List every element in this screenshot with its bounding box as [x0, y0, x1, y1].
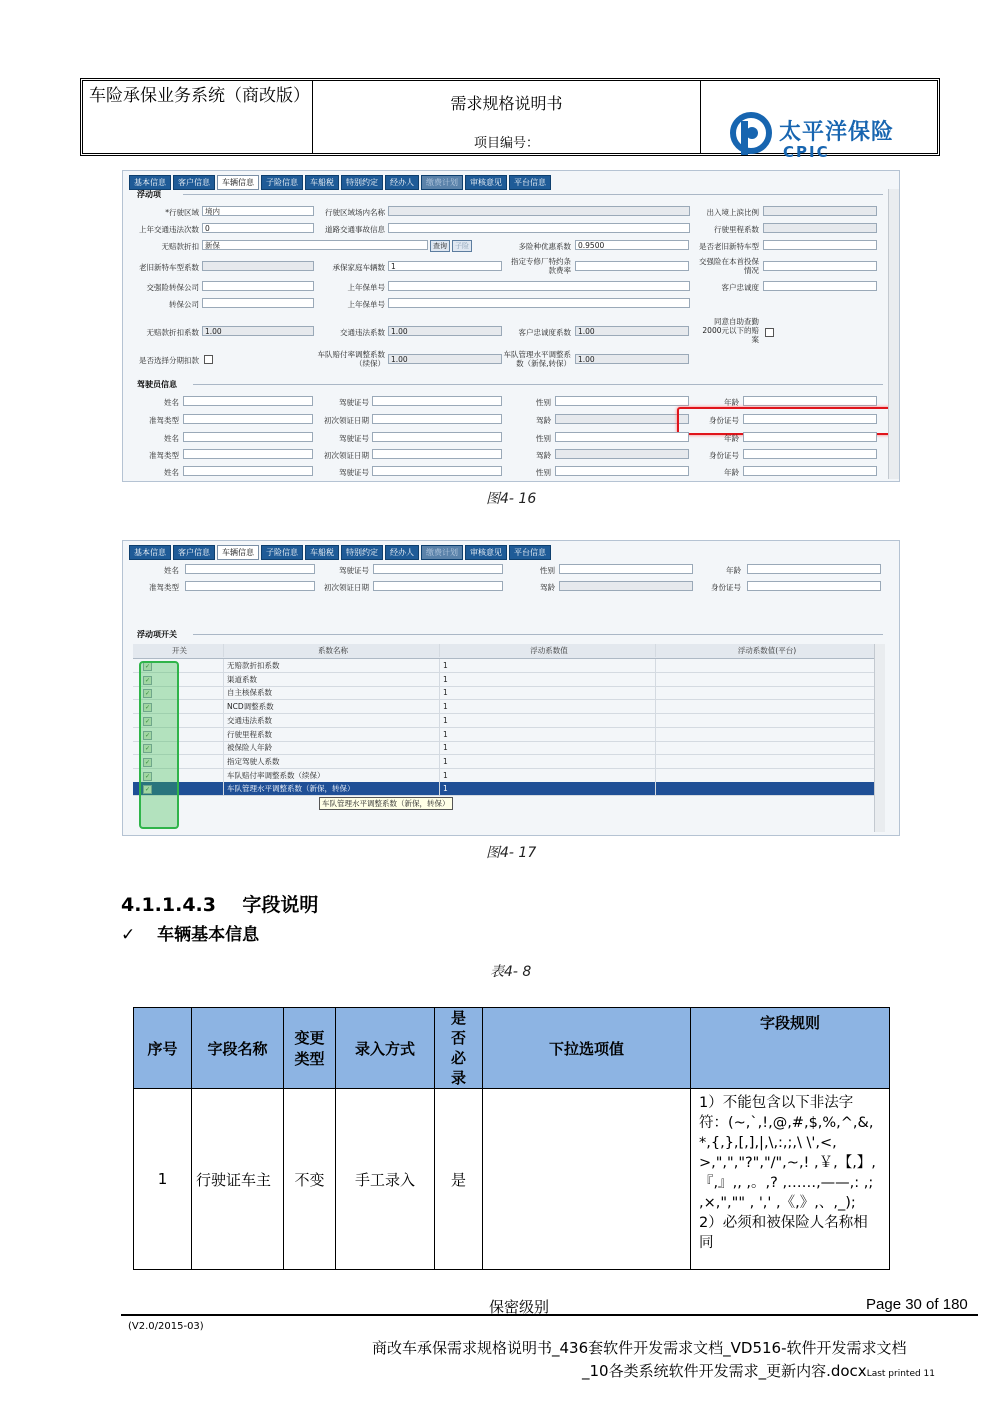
label-traffic-ins-company: 交强险转保公司 — [146, 283, 199, 292]
label-fleet-pay: 车队赔付率调整系数（续保） — [317, 350, 385, 368]
cell-required: 是 — [435, 1089, 483, 1270]
input-road-accident[interactable] — [388, 223, 690, 233]
grid-header — [133, 644, 885, 659]
group-floating-items: 浮动项 — [137, 190, 161, 199]
label-cross-strait: 出入境上滨比例 — [706, 208, 759, 217]
label-gender-2: 性别 — [536, 434, 551, 443]
checkbox-installment[interactable] — [204, 355, 213, 364]
label-first-date-2: 初次领证日期 — [324, 451, 369, 460]
input-old-car[interactable] — [763, 240, 877, 250]
caption-fig17: 图4- 17 — [486, 845, 537, 861]
subheading: 车辆基本信息 — [157, 925, 260, 945]
tab-review-opinion[interactable]: 审核意见 — [465, 175, 507, 190]
divider — [183, 194, 883, 195]
input-driver-name[interactable] — [185, 564, 315, 574]
switch-checkbox[interactable]: ✓ — [144, 704, 151, 712]
label-family-cars: 承保家庭车辆数 — [332, 263, 385, 272]
scrollbar[interactable] — [874, 644, 885, 832]
tab-special-terms[interactable]: 特别约定 — [341, 545, 383, 560]
label-license-no-2: 驾驶证号 — [339, 434, 369, 443]
tab-review-opinion[interactable]: 审核意见 — [465, 545, 507, 560]
col-coef-value: 浮动系数值 — [439, 644, 655, 657]
cell-input-method: 手工录入 — [336, 1089, 435, 1270]
input-region-name[interactable] — [388, 206, 690, 216]
input-last-policy-2[interactable] — [388, 298, 690, 308]
label-auto-adjust: 同意自助查勤2000元以下的赔案 — [702, 317, 759, 344]
label-traffic-accident: 交强险在本首投保情况 — [699, 257, 759, 275]
system-name: 车险承保业务系统（商改版） — [83, 81, 313, 153]
label-driver-name-3: 姓名 — [164, 468, 179, 477]
cell-coef-name: 无赔款折扣系数 — [223, 659, 439, 672]
tab-payment-plan[interactable]: 缴费计划 — [421, 175, 463, 190]
label-driver-name-2: 姓名 — [164, 434, 179, 443]
footer-filename-2-text: _10各类系统软件开发需求_更新内容.docx — [582, 1362, 867, 1380]
cell-coef-value[interactable]: 1 — [439, 673, 655, 686]
cell-coef-name: 渠道系数 — [223, 673, 439, 686]
footer-divider — [121, 1314, 978, 1316]
label-age-2: 年龄 — [724, 434, 739, 443]
input-id-no[interactable] — [747, 581, 881, 591]
label-license-no: 驾驶证号 — [339, 566, 369, 575]
input-gender[interactable] — [555, 396, 689, 406]
input-driving-years[interactable] — [559, 581, 693, 591]
cell-coef-platform — [655, 659, 875, 672]
cell-field-rules — [691, 1089, 890, 1270]
table-row[interactable] — [133, 700, 885, 714]
label-driving-years: 驾龄 — [536, 416, 551, 425]
th-dropdown-options: 下拉选项值 — [483, 1008, 691, 1089]
tooltip: 车队管理水平调整系数（新保，转保） — [319, 797, 453, 810]
switch-checkbox[interactable]: ✓ — [144, 772, 151, 780]
switch-checkbox[interactable]: ✓ — [144, 745, 151, 753]
input-first-date[interactable] — [372, 414, 502, 424]
input-last-policy[interactable] — [388, 281, 690, 291]
highlight-switch-column — [139, 661, 179, 829]
label-id-no-2: 身份证号 — [709, 451, 739, 460]
input-old-car-coef[interactable] — [202, 261, 314, 271]
cell-coef-name: 被保险人年龄 — [223, 741, 439, 754]
label-road-accident: 道路交通事故信息 — [325, 225, 385, 234]
cell-coef-value[interactable]: 1 — [439, 769, 655, 782]
rule-2: 2）必须和被保险人名称相同 — [699, 1215, 868, 1251]
input-region[interactable]: 境内 — [202, 206, 314, 216]
table-row[interactable] — [133, 659, 885, 673]
input-driver-name-2[interactable] — [183, 432, 313, 442]
label-ncd-coef: 无赔款折扣系数 — [146, 328, 199, 337]
input-age-2[interactable] — [743, 432, 877, 442]
table-header-row — [134, 1008, 890, 1089]
cell-coef-platform — [655, 782, 875, 795]
cell-coef-value[interactable]: 1 — [439, 741, 655, 754]
label-installment: 是否选择分期扣款 — [139, 356, 199, 365]
input-license-no[interactable] — [372, 396, 502, 406]
label-violation-count: 上年交通违法次数 — [139, 225, 199, 234]
col-coef-name: 系数名称 — [223, 644, 439, 657]
input-id-no-2[interactable] — [743, 449, 877, 459]
cell-change-type: 不变 — [284, 1089, 336, 1270]
input-dealer[interactable] — [575, 261, 689, 271]
logo-text-cn: 太平洋保险 — [779, 120, 895, 145]
input-traffic-violation-coef[interactable]: 1.00 — [388, 326, 502, 336]
query-button[interactable]: 查询 — [430, 240, 450, 252]
input-license-type-2[interactable] — [183, 449, 313, 459]
tab-platform-info[interactable]: 平台信息 — [509, 545, 551, 560]
label-region-name: 行驶区域场内名称 — [325, 208, 385, 217]
tab-special-terms[interactable]: 特别约定 — [341, 175, 383, 190]
cell-coef-value[interactable]: 1 — [439, 686, 655, 699]
label-dealer: 指定专修厂特约条款费率 — [511, 257, 571, 275]
input-family-cars[interactable]: 1 — [388, 261, 502, 271]
label-license-no-3: 驾驶证号 — [339, 468, 369, 477]
switch-checkbox[interactable]: ✓ — [144, 690, 151, 698]
col-switch: 开关 — [172, 646, 187, 655]
input-driving-years[interactable] — [555, 414, 689, 424]
label-customer-loyalty: 客户忠诚度 — [721, 283, 759, 292]
subheading-row — [121, 920, 259, 945]
cell-coef-value[interactable]: 1 — [439, 700, 655, 713]
cell-coef-name: 车队赔付率调整系数（续保） — [223, 769, 439, 782]
cell-coef-name: 指定驾驶人系数 — [223, 755, 439, 768]
divider — [193, 634, 883, 635]
tab-vehicle-info[interactable]: 车辆信息 — [217, 175, 259, 190]
cell-coef-platform — [655, 700, 875, 713]
screenshot-fig16 — [122, 170, 900, 482]
input-customer-loyalty-coef[interactable]: 1.00 — [575, 326, 689, 336]
group-floating-switch: 浮动项开关 — [137, 630, 177, 639]
cell-coef-value[interactable]: 1 — [439, 782, 655, 795]
footer-filename-2 — [582, 1360, 935, 1381]
label-driving-years-2: 驾龄 — [536, 451, 551, 460]
switch-checkbox[interactable]: ✓ — [144, 786, 151, 794]
screenshot-fig17 — [122, 540, 900, 836]
label-first-date: 初次领证日期 — [324, 583, 369, 592]
logo-text-en: CPIC — [783, 143, 830, 161]
rule-1: 1）不能包含以下非法字符：(~,`,!,@,#,$,%,^,&,*,{,},[,],|,\,:,;,\ \',<,>,",","?","/",~,! ,￥,【,】,『,』,, ,。,? ,……,——,: ,; ,×,","" , ',' ,《,》,、,_); — [699, 1095, 876, 1211]
doc-title: 需求规格说明书 — [450, 94, 563, 113]
cell-coef-platform — [655, 714, 875, 727]
table-row[interactable] — [133, 741, 885, 755]
label-driver-name: 姓名 — [164, 566, 179, 575]
label-old-car: 是否老旧新特车型 — [699, 242, 759, 251]
tab-sub-insurance[interactable]: 子险信息 — [261, 175, 303, 190]
cell-coef-platform — [655, 755, 875, 768]
check-icon: ✓ — [121, 925, 136, 945]
label-gender: 性别 — [536, 398, 551, 407]
cell-coef-value[interactable]: 1 — [439, 755, 655, 768]
input-first-date-2[interactable] — [372, 449, 502, 459]
table-row[interactable] — [133, 769, 885, 783]
tab-handler[interactable]: 经办人 — [385, 545, 419, 560]
input-transfer-company[interactable] — [202, 298, 314, 308]
input-license-no[interactable] — [373, 564, 503, 574]
doc-title-cell — [313, 81, 701, 153]
cell-coef-platform — [655, 686, 875, 699]
field-table — [133, 1007, 890, 1270]
project-no-label: 项目编号： — [473, 136, 539, 151]
input-license-type[interactable] — [185, 581, 315, 591]
page-header — [80, 78, 940, 161]
footer-filename-1: 商改车承保需求规格说明书_436套软件开发需求文档_VD516-软件开发需求文档 — [372, 1339, 907, 1357]
input-traffic-ins-company[interactable] — [202, 281, 314, 291]
input-license-no-3[interactable] — [372, 466, 502, 476]
switch-checkbox[interactable]: ✓ — [144, 676, 151, 684]
tab-customer-info[interactable]: 客户信息 — [173, 175, 215, 190]
table-row[interactable] — [133, 728, 885, 742]
tab-basic-info[interactable]: 基本信息 — [129, 175, 171, 190]
input-fleet-mgmt[interactable]: 1.00 — [575, 354, 689, 364]
label-age-3: 年龄 — [724, 468, 739, 477]
input-violation-count[interactable]: 0 — [202, 223, 314, 233]
cpic-logo-icon — [727, 111, 775, 159]
switch-checkbox[interactable]: ✓ — [144, 717, 151, 725]
input-driver-name-3[interactable] — [183, 466, 313, 476]
cell-coef-name: 交通违法系数 — [223, 714, 439, 727]
label-gender-3: 性别 — [536, 468, 551, 477]
checkbox-auto-adjust[interactable] — [765, 328, 774, 337]
input-age[interactable] — [747, 564, 881, 574]
tab-basic-info[interactable]: 基本信息 — [129, 545, 171, 560]
th-required: 是否必录 — [435, 1008, 483, 1089]
cell-no: 1 — [134, 1089, 192, 1270]
table-caption: 表4- 8 — [490, 964, 532, 980]
label-gender: 性别 — [540, 566, 555, 575]
label-region: *行驶区域 — [165, 208, 199, 217]
table-row[interactable] — [133, 686, 885, 700]
label-driver-name: 姓名 — [164, 398, 179, 407]
scrollbar[interactable] — [888, 189, 899, 479]
cell-coef-name: NCD调整系数 — [223, 700, 439, 713]
input-driving-years-2[interactable] — [555, 449, 689, 459]
footer-page: Page 30 of 180 — [866, 1296, 968, 1313]
input-age[interactable] — [743, 396, 877, 406]
cell-coef-platform — [655, 769, 875, 782]
cell-coef-platform — [655, 728, 875, 741]
input-ncd-coef[interactable]: 1.00 — [202, 326, 314, 336]
th-no: 序号 — [134, 1008, 192, 1089]
label-first-date: 初次领证日期 — [324, 416, 369, 425]
switch-checkbox[interactable]: ✓ — [144, 663, 151, 670]
highlight-id-no — [677, 407, 893, 435]
label-license-type-2: 准驾类型 — [149, 451, 179, 460]
switch-checkbox[interactable]: ✓ — [144, 758, 151, 766]
switch-checkbox[interactable]: ✓ — [144, 731, 151, 739]
label-last-policy: 上年保单号 — [347, 283, 385, 292]
cell-coef-value[interactable]: 1 — [439, 714, 655, 727]
table-row[interactable] — [133, 673, 885, 687]
input-gender-3[interactable] — [555, 466, 689, 476]
label-customer-loyalty-coef: 客户忠诚度系数 — [518, 328, 571, 337]
label-last-policy-2: 上年保单号 — [347, 300, 385, 309]
divider — [193, 384, 883, 385]
sub-insurance-button[interactable]: 子险 — [452, 240, 472, 252]
tab-vehicle-tax[interactable]: 车船税 — [305, 175, 339, 190]
tab-sub-insurance[interactable]: 子险信息 — [261, 545, 303, 560]
label-ncd: 无赔款折扣 — [161, 242, 199, 251]
label-old-car-coef: 老旧新特车型系数 — [139, 263, 199, 272]
input-gender-2[interactable] — [555, 432, 689, 442]
input-cross-strait[interactable] — [763, 206, 877, 216]
tab-vehicle-tax[interactable]: 车船税 — [305, 545, 339, 560]
label-id-no: 身份证号 — [711, 583, 741, 592]
group-driver-info: 驾驶员信息 — [137, 380, 177, 389]
th-input-method: 录入方式 — [336, 1008, 435, 1089]
th-field-name: 字段名称 — [192, 1008, 284, 1089]
input-driver-name[interactable] — [183, 396, 313, 406]
label-age: 年龄 — [726, 566, 741, 575]
input-license-no-2[interactable] — [372, 432, 502, 442]
tab-vehicle-info[interactable]: 车辆信息 — [217, 545, 259, 560]
input-multi-ins[interactable]: 0.9500 — [575, 240, 689, 250]
label-transfer-company: 转保公司 — [169, 300, 199, 309]
table-row[interactable] — [133, 782, 885, 796]
tab-handler[interactable]: 经办人 — [385, 175, 419, 190]
table-row — [134, 1089, 890, 1270]
cell-coef-name: 车队管理水平调整系数（新保，转保） — [223, 782, 439, 795]
cell-coef-value[interactable]: 1 — [439, 659, 655, 672]
label-traffic-violation-coef: 交通违法系数 — [340, 328, 385, 337]
footer-last-printed: Last printed 11 — [866, 1369, 936, 1379]
section-heading: 4.1.1.4.3 字段说明 — [121, 894, 319, 916]
tab-payment-plan[interactable]: 缴费计划 — [421, 545, 463, 560]
input-ncd[interactable]: 新保 — [202, 240, 428, 250]
table-row[interactable] — [133, 714, 885, 728]
label-multi-ins: 多险种优惠系数 — [518, 242, 571, 251]
cell-field-name: 行驶证车主 — [192, 1089, 284, 1270]
label-fleet-mgmt: 车队管理水平调整系数（新保,转保） — [503, 350, 571, 368]
label-license-no: 驾驶证号 — [339, 398, 369, 407]
input-customer-loyalty[interactable] — [763, 281, 877, 291]
input-license-type[interactable] — [183, 414, 313, 424]
label-license-type: 准驾类型 — [149, 416, 179, 425]
col-coef-platform: 浮动系数值(平台) — [655, 644, 875, 657]
input-first-date[interactable] — [373, 581, 503, 591]
input-gender[interactable] — [559, 564, 693, 574]
cell-coef-name: 自主核保系数 — [223, 686, 439, 699]
tab-customer-info[interactable]: 客户信息 — [173, 545, 215, 560]
th-change-type: 变更类型 — [284, 1008, 336, 1089]
cell-dropdown-options — [483, 1089, 691, 1270]
label-mileage: 行驶里程系数 — [714, 225, 759, 234]
table-row[interactable] — [133, 755, 885, 769]
input-traffic-accident[interactable] — [763, 261, 877, 271]
tab-bar — [129, 545, 551, 560]
caption-fig16: 图4- 16 — [486, 491, 537, 507]
label-id-no: 身份证号 — [709, 416, 739, 425]
cell-coef-platform — [655, 673, 875, 686]
tab-platform-info[interactable]: 平台信息 — [509, 175, 551, 190]
input-fleet-pay[interactable]: 1.00 — [388, 354, 502, 364]
logo-cell — [701, 81, 937, 161]
tab-bar — [129, 175, 551, 190]
cell-coef-platform — [655, 741, 875, 754]
input-mileage[interactable] — [763, 223, 877, 233]
label-driving-years: 驾龄 — [540, 583, 555, 592]
cell-coef-name: 行驶里程系数 — [223, 728, 439, 741]
footer-version: (V2.0/2015-03) — [128, 1321, 204, 1332]
footer-secrecy: 保密级别 — [489, 1298, 550, 1316]
cell-coef-value[interactable]: 1 — [439, 728, 655, 741]
th-field-rules: 字段规则 — [691, 1008, 890, 1089]
label-age: 年龄 — [724, 398, 739, 407]
label-license-type: 准驾类型 — [149, 583, 179, 592]
input-age-3[interactable] — [743, 466, 877, 476]
